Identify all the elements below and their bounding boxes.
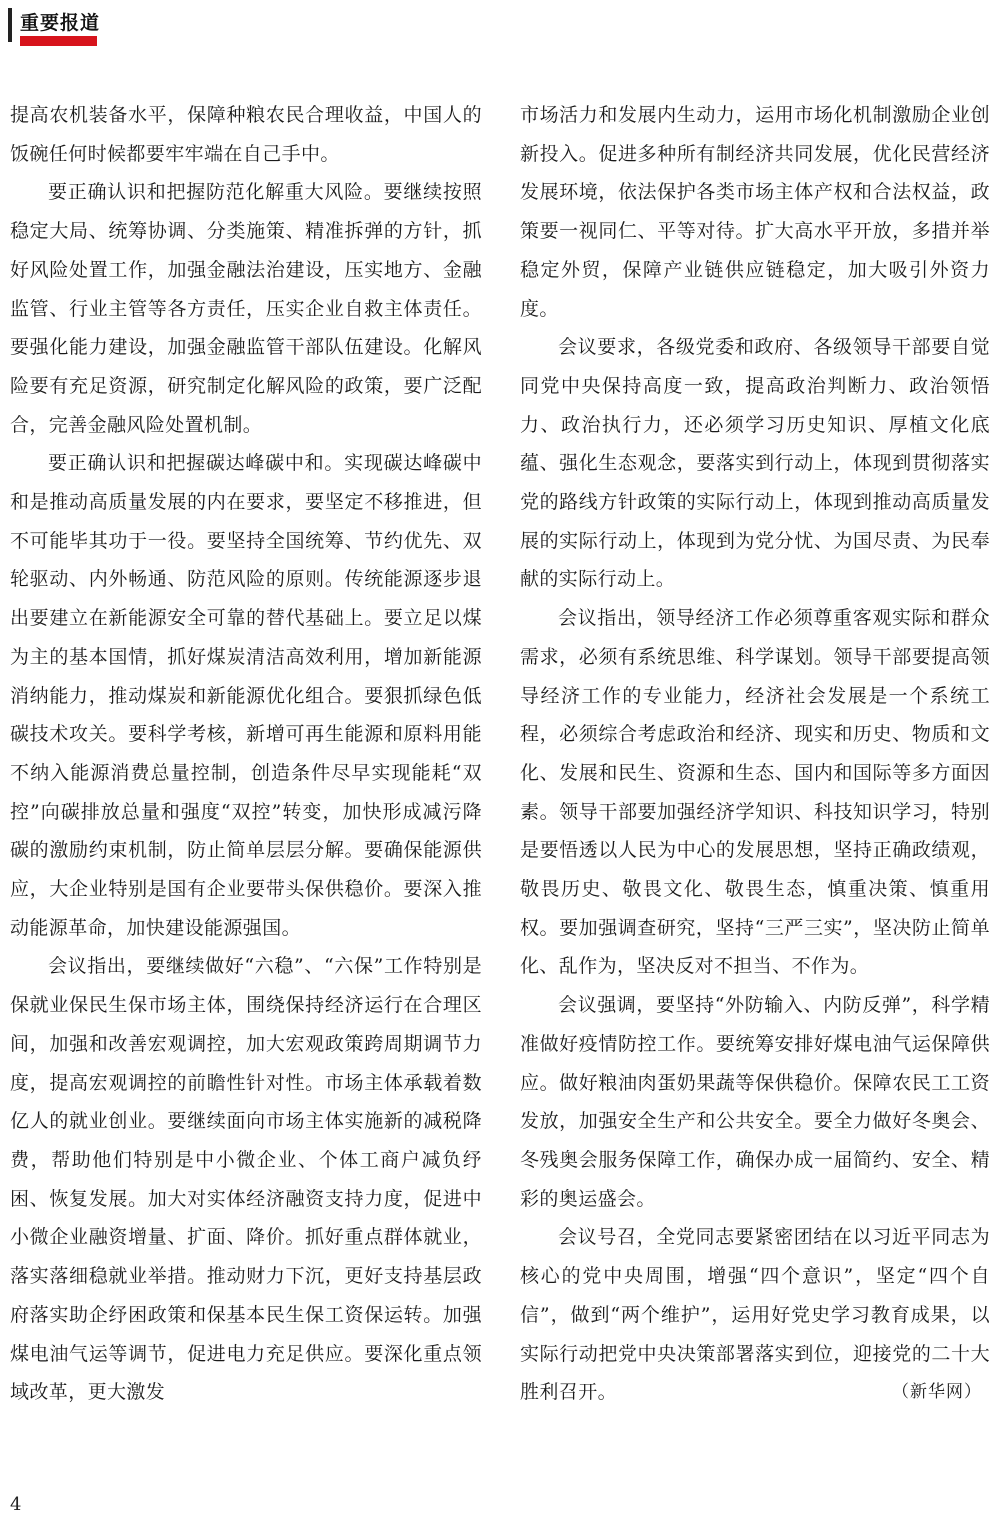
paragraph: 会议指出，领导经济工作必须尊重客观实际和群众需求，必须有系统思维、科学谋划。领导干部要提高领导经济工作的专业能力，经济社会发展是一个系统工程，必须综合考虑政治和经济、现实和历史、物质和文化、发展和民生、资源和生态、国内和国际等多方面因素。领导干部要加强经济学知识、科技知识学习，特别是要悟透以人民为中心的发展思想，坚持正确政绩观，敬畏历史、敬畏文化、敬畏生态，慎重决策、慎重用权。要加强调查研究，坚持“三严三实”，坚决防止简单化、乱作为，坚决反对不担当、不作为。 <box>520 607 990 978</box>
paragraph: 要正确认识和把握防范化解重大风险。要继续按照稳定大局、统筹协调、分类施策、精准拆弹的方针，抓好风险处置工作，加强金融法治建设，压实地方、金融监管、行业主管等各方责任，压实企业自救主体责任。要强化能力建设，加强金融监管干部队伍建设。化解风险要有充足资源，研究制定化解风险的政策，要广泛配合，完善金融风险处置机制。 <box>10 181 482 436</box>
paragraph: 会议要求，各级党委和政府、各级领导干部要自觉同党中央保持高度一致，提高政治判断力、政治领悟力、政治执行力，还必须学习历史知识、厚植文化底蕴、强化生态观念，要落实到行动上，体现到贯彻落实党的路线方针政策的实际行动上，体现到推动高质量发展的实际行动上，体现到为党分忧、为国尽责、为民奉献的实际行动上。 <box>520 336 990 591</box>
section-tag <box>8 6 101 42</box>
paragraph-last <box>520 1218 990 1412</box>
paragraph: 市场活力和发展内生动力，运用市场化机制激励企业创新投入。促进多种所有制经济共同发展，优化民营经济发展环境，依法保护各类市场主体产权和合法权益，政策要一视同仁、平等对待。扩大高水平开放，多措并举稳定外贸，保障产业链供应链稳定，加大吸引外资力度。 <box>520 104 990 320</box>
paragraph: 会议强调，要坚持“外防输入、内防反弹”，科学精准做好疫情防控工作。要统筹安排好煤电油气运保障供应。做好粮油肉蛋奶果蔬等保供稳价。保障农民工工资发放，加强安全生产和公共安全。要全力做好冬奥会、冬残奥会服务保障工作，确保办成一届简约、安全、精彩的奥运盛会。 <box>520 994 990 1210</box>
paragraph: 会议指出，要继续做好“六稳”、“六保”工作特别是保就业保民生保市场主体，围绕保持经济运行在合理区间，加强和改善宏观调控，加大宏观政策跨周期调节力度，提高宏观调控的前瞻性针对性。市场主体承载着数亿人的就业创业。要继续面向市场主体实施新的减税降费，帮助他们特别是中小微企业、个体工商户减负纾困、恢复发展。加大对实体经济融资支持力度，促进中小微企业融资增量、扩面、降价。抓好重点群体就业，落实落细稳就业举措。推动财力下沉，更好支持基层政府落实助企纾困政策和保基本民生保工资保运转。加强煤电油气运等调节，促进电力充足供应。要深化重点领域改革，更大激发 <box>10 955 482 1404</box>
page-number: 4 <box>10 1494 22 1515</box>
source-credit: （新华网） <box>892 1382 982 1403</box>
right-column <box>520 96 990 1412</box>
section-tag-label: 重要报道 <box>20 12 101 34</box>
paragraph: 提高农机装备水平，保障种粮农民合理收益，中国人的饭碗任何时候都要牢牢端在自己手中。 <box>10 104 482 165</box>
paragraph: 要正确认识和把握碳达峰碳中和。实现碳达峰碳中和是推动高质量发展的内在要求，要坚定不移推进，但不可能毕其功于一役。要坚持全国统筹、节约优先、双轮驱动、内外畅通、防范风险的原则。传统能源逐步退出要建立在新能源安全可靠的替代基础上。要立足以煤为主的基本国情，抓好煤炭清洁高效利用，增加新能源消纳能力，推动煤炭和新能源优化组合。要狠抓绿色低碳技术攻关。要科学考核，新增可再生能源和原料用能不纳入能源消费总量控制，创造条件尽早实现能耗“双控”向碳排放总量和强度“双控”转变，加快形成减污降碳的激励约束机制，防止简单层层分解。要确保能源供应，大企业特别是国有企业要带头保供稳价。要深入推动能源革命，加快建设能源强国。 <box>10 452 482 939</box>
section-tag-bar <box>8 8 12 42</box>
section-tag-underline <box>20 36 97 46</box>
left-column <box>10 96 482 1412</box>
paragraph-text: 会议号召，全党同志要紧密团结在以习近平同志为核心的党中央周围，增强“四个意识”，坚定“四个自信”，做到“两个维护”，运用好党史学习教育成果，以实际行动把党中央决策部署落实到位，迎接党的二十大胜利召开。 <box>520 1226 990 1404</box>
